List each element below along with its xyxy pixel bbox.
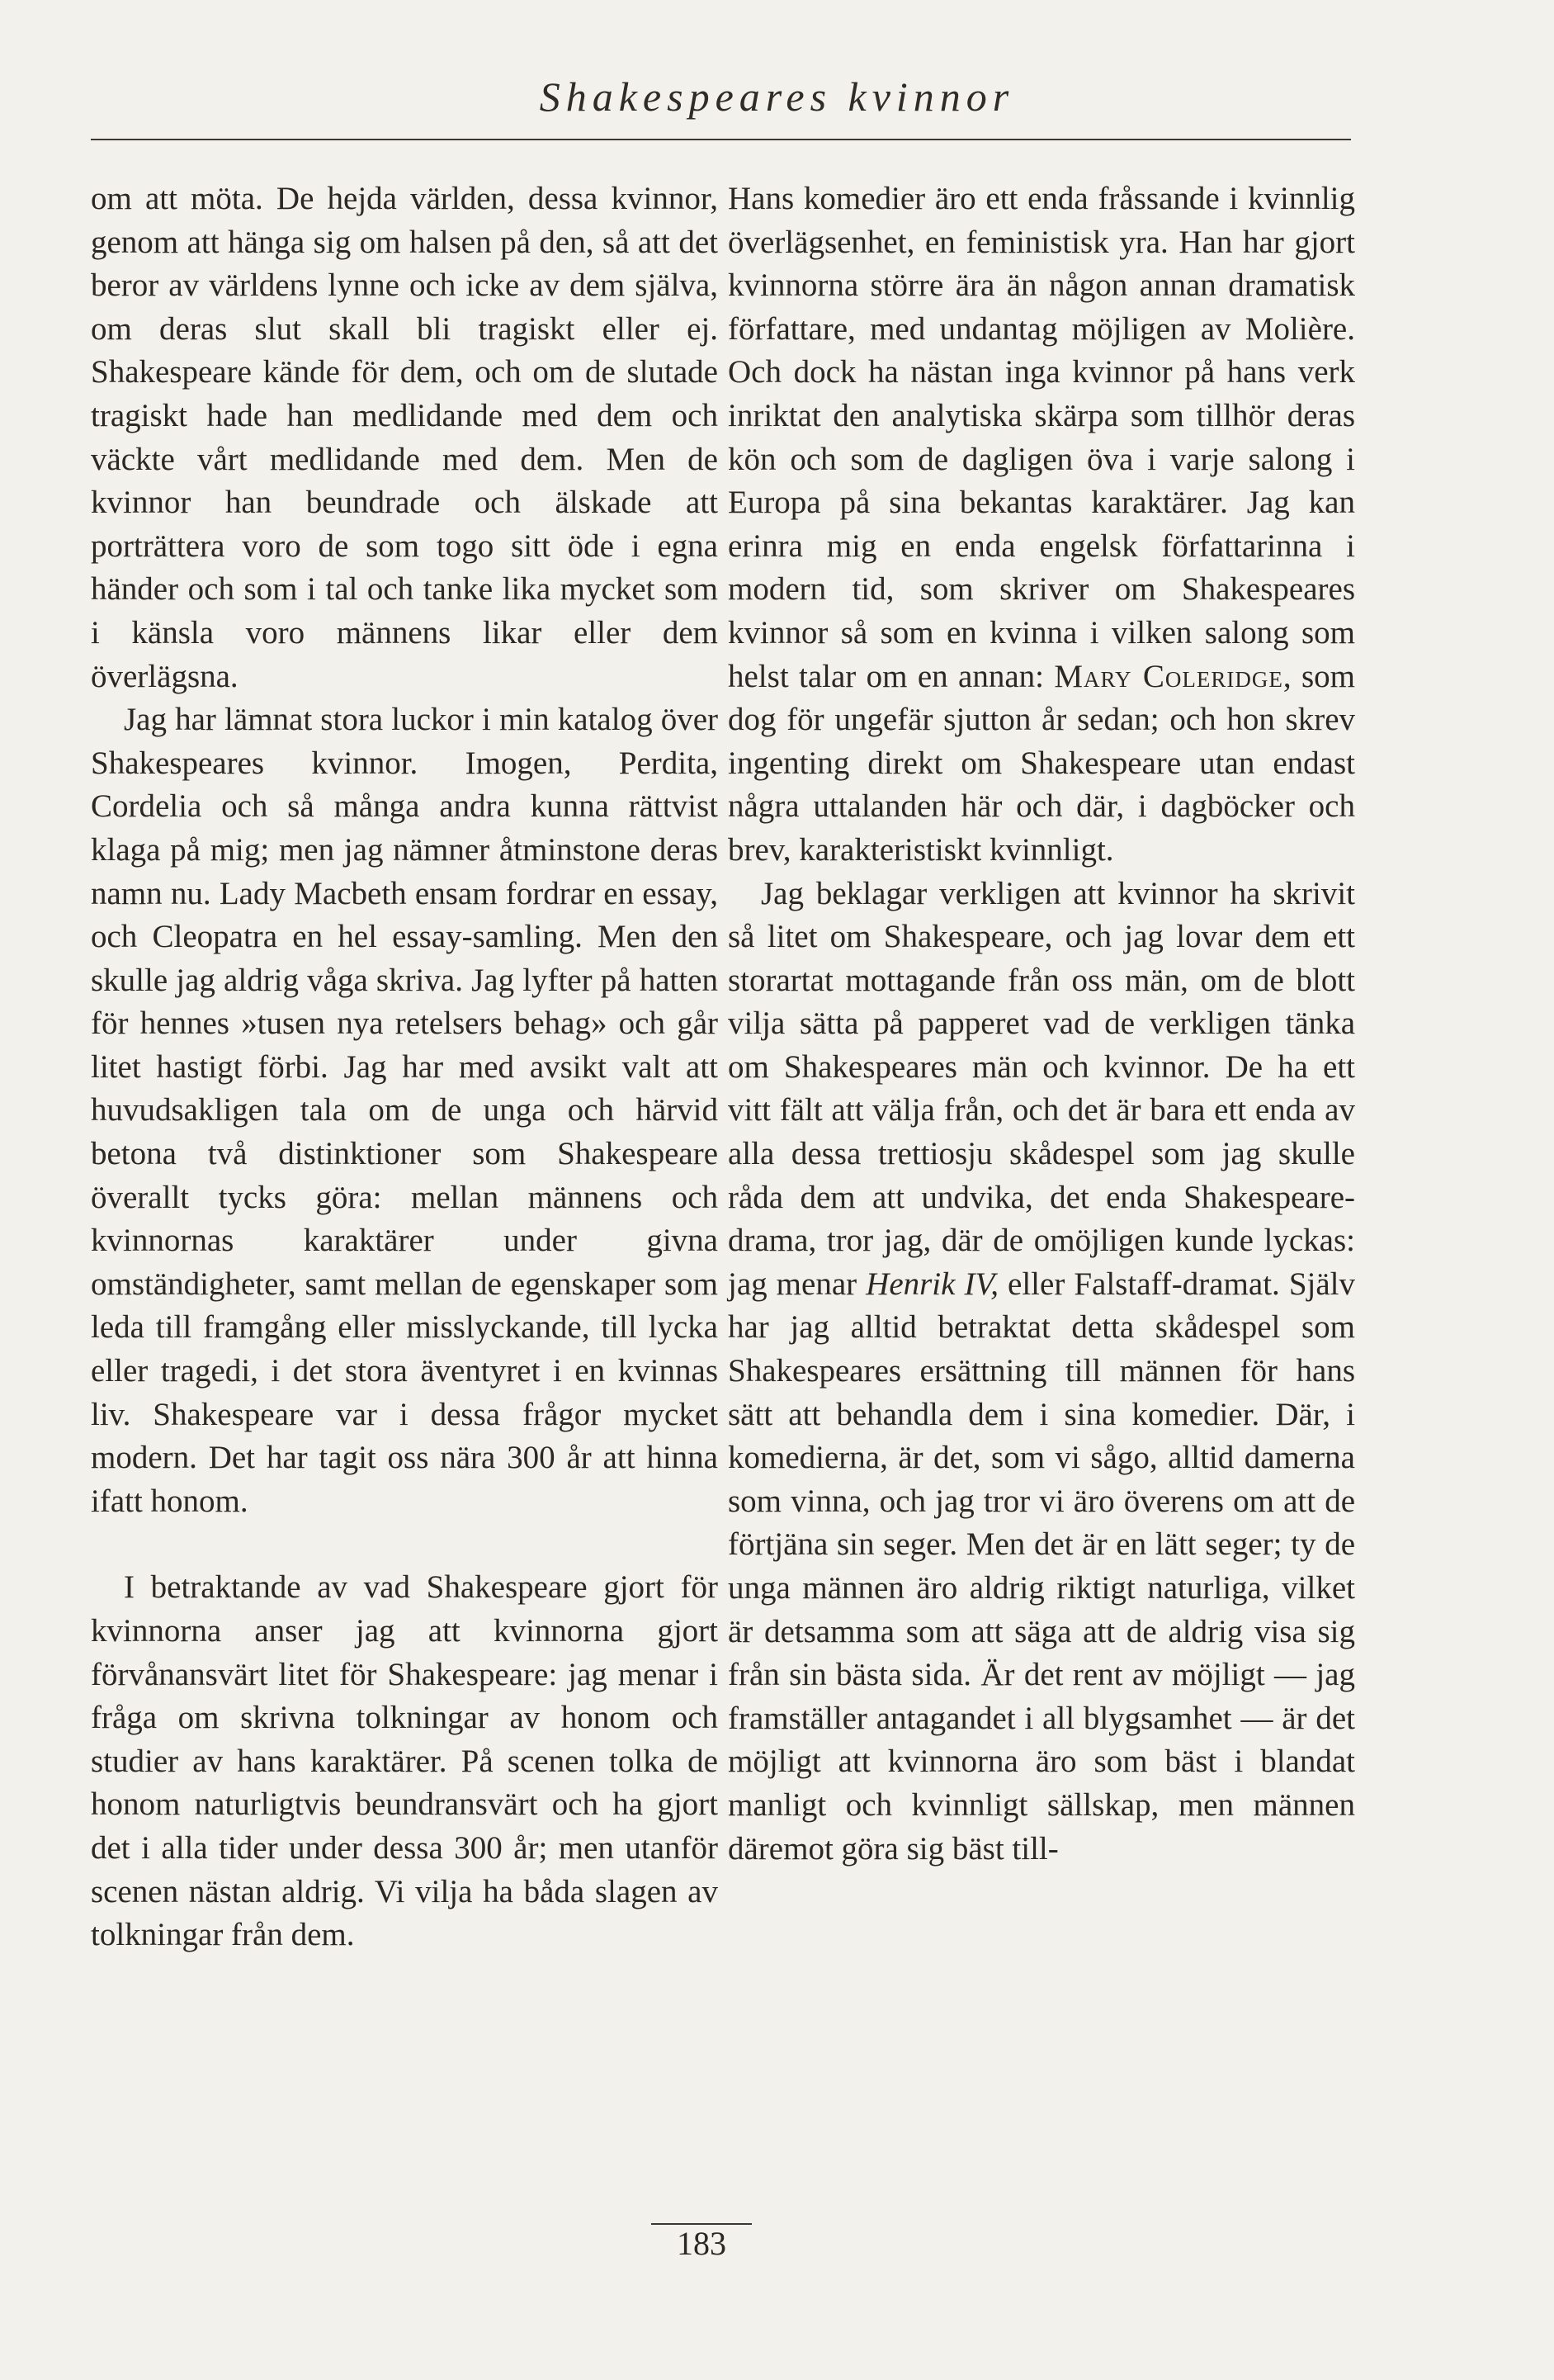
right-column [728,177,1355,1871]
right-paragraph-2-text-b: eller Falstaff-dramat. Själv har jag alltid betraktat detta skådespel som Shakespeares ersättning till männen för hans sätt att behandla dem i sina komedier. Där, i komedierna, är det, som vi sågo, alltid damerna som vinna, och jag tror vi äro överens om att de förtjäna sin seger. Men det är en lätt seger; ty de unga männen äro aldrig riktigt naturliga, vilket är detsamma som att säga att de aldrig visa sig från sin bästa sida. Är det rent av möjligt — jag framställer antagandet i all blygsamhet — är det möjligt att kvinnorna äro som bäst i blandat manligt och kvinnligt sällskap, men männen däremot göra sig bäst till- [728,1266,1355,1867]
running-head-title: Shakespeares kvinnor [539,73,1015,120]
play-title-henrik-iv: Henrik IV, [866,1266,999,1302]
right-paragraph-1 [728,177,1355,873]
right-paragraph-1-text-a: Hans komedier äro ett enda fråssande i kvinnlig överlägsenhet, en feministisk yra. Han har gjort kvinnorna större ära än någon annan dramatisk författare, med undantag möjligen av Molière. Och dock ha nästan inga kvinnor på hans verk inriktat den analytiska skärpa som tillhör deras kön och som de dagligen öva i varje salong i Europa på sina bekantas karaktärer. Jag kan erinra mig en enda engelsk författarinna i modern tid, som skriver om Shakespeares kvinnor så som en kvinna i vilken salong som helst talar om en annan: [728,181,1355,694]
page-number: 183 [677,2225,726,2262]
right-paragraph-2 [728,873,1355,1871]
right-paragraph-1-text-b: , som dog för ungefär sjutton år sedan; och hon skrev ingenting direkt om Shakespeare utan endast några uttalanden här och där, i dagböcker och brev, karakteristiskt kvinnligt. [728,658,1355,868]
header-rule [91,139,1351,140]
right-paragraph-2-text-a: Jag beklagar verkligen att kvinnor ha skrivit så litet om Shakespeare, och jag lovar dem ett storartat mottagande från oss män, om de blott vilja sätta på papperet vad de verkligen tänka om Shakespeares män och kvinnor. De ha ett vitt fält att välja från, och det är bara ett enda av alla dessa trettiosju skådespel som jag skulle råda dem att undvika, det enda Shakespeare-drama, tror jag, där de omöjligen kunde lyckas: jag menar [728,875,1355,1302]
left-column [91,177,718,1957]
left-paragraph-2: Jag har lämnat stora luckor i min katalog över Shakespeares kvinnor. Imogen, Perdita, Cordelia och så många andra kunna rättvist klaga på mig; men jag nämner åtminstone deras namn nu. Lady Macbeth ensam fordrar en essay, och Cleopatra en hel essay-samling. Men den skulle jag aldrig våga skriva. Jag lyfter på hatten för hennes »tusen nya retelsers behag» och går litet hastigt förbi. Jag har med avsikt valt att huvudsakligen tala om de unga och härvid betona två distinktioner som Shakespeare överallt tycks göra: mellan männens och kvinnornas karaktärer under givna omständigheter, samt mellan de egenskaper som leda till framgång eller misslyckande, till lycka eller tragedi, i det stora äventyret i en kvinnas liv. Shakespeare var i dessa frågor mycket modern. Det har tagit oss nära 300 år att hinna ifatt honom. [91,702,718,1519]
author-name-mary-coleridge: Mary Coleridge [1054,658,1283,694]
left-paragraph-3: I betraktande av vad Shakespeare gjort för kvinnorna anser jag att kvinnorna gjort förvånansvärt litet för Shakespeare: jag menar i fråga om skrivna tolkningar av honom och studier av hans karaktärer. På scenen tolka de honom naturligtvis beundransvärt och ha gjort det i alla tider under dessa 300 år; men utanför scenen nästan aldrig. Vi vilja ha båda slagen av tolkningar från dem. [91,1569,718,1953]
left-paragraph-1: om att möta. De hejda världen, dessa kvinnor, genom att hänga sig om halsen på den, så att det beror av världens lynne och icke av dem själva, om deras slut skall bli tragiskt eller ej. Shakespeare kände för dem, och om de slutade tragiskt hade han medlidande med dem och väckte vårt medlidande med dem. Men de kvinnor han beundrade och älskade att porträttera voro de som togo sitt öde i egna händer och som i tal och tanke lika mycket som i känsla voro männens likar eller dem överlägsna. [91,181,718,694]
